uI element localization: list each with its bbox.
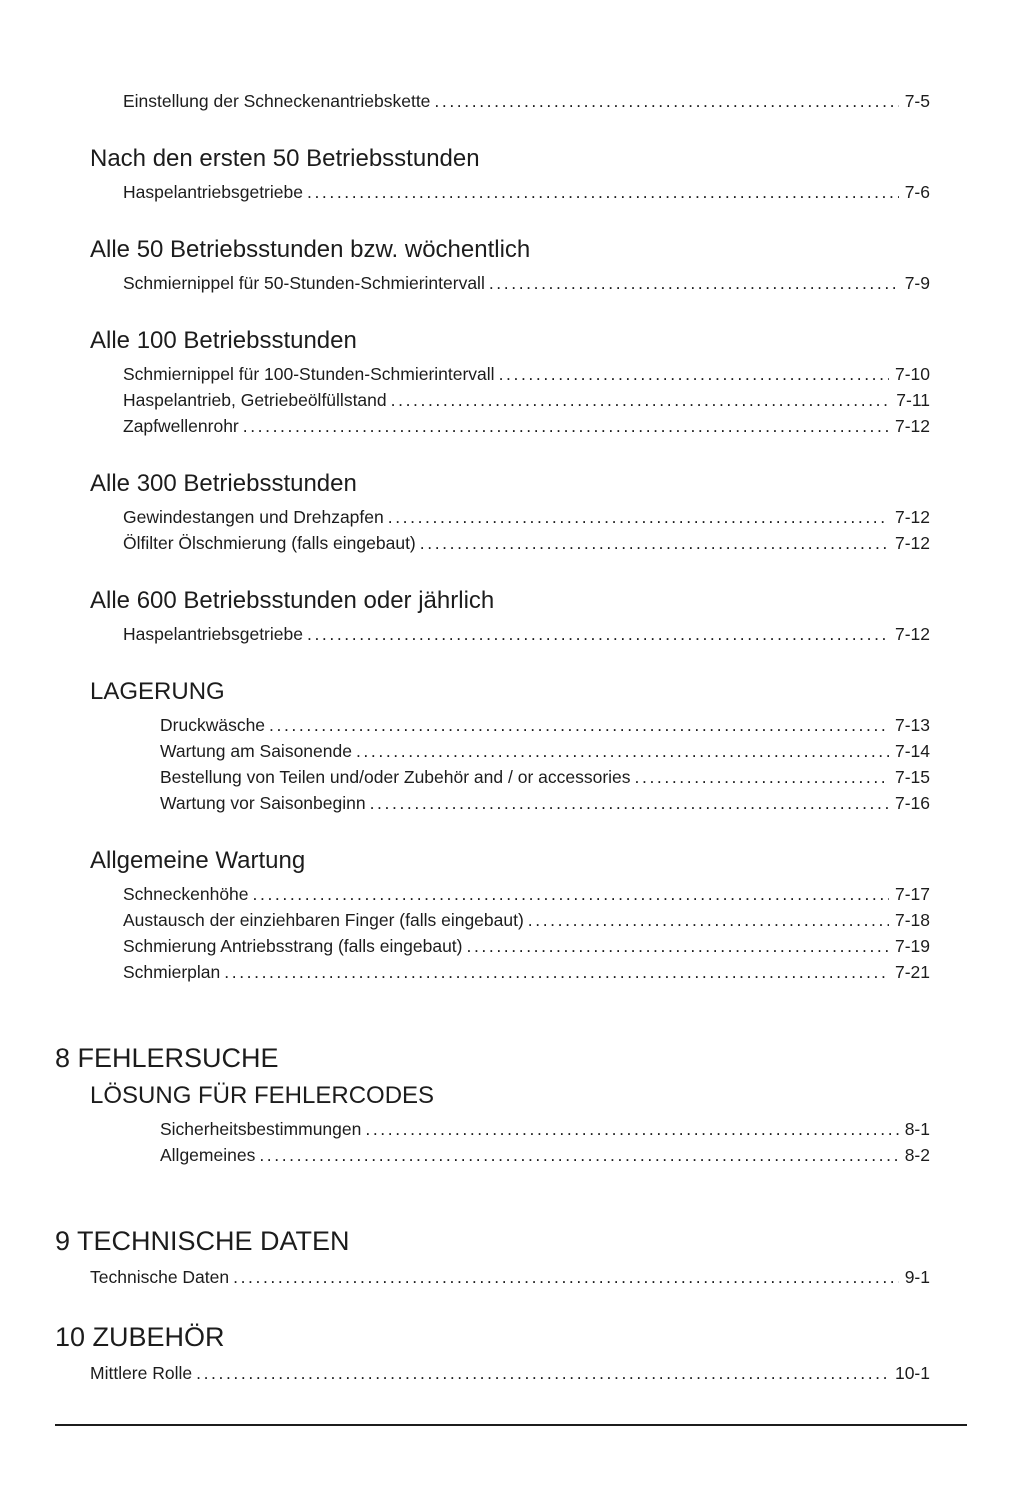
- toc-entry-page: 7-9: [904, 273, 930, 293]
- toc-entry: [55, 907, 930, 933]
- toc-entry-page: 7-13: [894, 715, 930, 735]
- toc-entry-page: 7-6: [904, 182, 930, 202]
- dot-leader: [635, 764, 889, 790]
- toc-chapter: [55, 1320, 930, 1386]
- toc-entry-page: 9-1: [904, 1267, 930, 1287]
- dot-leader: [499, 361, 889, 387]
- section-heading: LAGERUNG: [90, 678, 225, 705]
- toc-entry-label: Allgemeines: [160, 1145, 256, 1165]
- toc-section: [55, 235, 930, 296]
- toc-entry-label: Gewindestangen und Drehzapfen: [123, 507, 384, 527]
- toc-entry: [55, 959, 930, 985]
- dot-leader: [269, 712, 889, 738]
- toc-entry: [55, 270, 930, 296]
- toc-entry: [55, 387, 930, 413]
- toc-entry-label: Wartung vor Saisonbeginn: [160, 793, 366, 813]
- toc-chapter: [55, 1224, 930, 1290]
- toc-entry-label: Schmiernippel für 50-Stunden-Schmierintervall: [123, 273, 485, 293]
- toc-entry-label: Schmierplan: [123, 962, 221, 982]
- dot-leader: [434, 88, 898, 114]
- toc-entry-label: Haspelantriebsgetriebe: [123, 624, 303, 644]
- dot-leader: [259, 1142, 898, 1168]
- toc-entry-page: 7-10: [894, 364, 930, 384]
- section-heading: Alle 100 Betriebsstunden: [90, 327, 357, 354]
- toc-entry: [55, 1360, 930, 1386]
- toc-entry-page: 7-14: [894, 741, 930, 761]
- section-heading: Alle 600 Betriebsstunden oder jährlich: [90, 587, 495, 614]
- toc-entry: [55, 1116, 930, 1142]
- toc-entry-page: 7-5: [904, 91, 930, 111]
- toc-entry-page: 7-16: [894, 793, 930, 813]
- toc-entry-page: 7-19: [894, 936, 930, 956]
- section-heading: Nach den ersten 50 Betriebsstunden: [90, 145, 480, 172]
- toc-entry-label: Zapfwellenrohr: [123, 416, 239, 436]
- toc-entry-label: Druckwäsche: [160, 715, 266, 735]
- toc-entry-page: 8-2: [904, 1145, 930, 1165]
- toc-entry: [55, 764, 930, 790]
- dot-leader: [370, 790, 889, 816]
- toc-entry: [55, 413, 930, 439]
- dot-leader: [253, 881, 889, 907]
- toc-entry: [55, 1264, 930, 1290]
- chapter-heading: 9 TECHNISCHE DATEN: [55, 1226, 350, 1256]
- toc-entry: [55, 530, 930, 556]
- toc-entry-label: Haspelantrieb, Getriebeölfüllstand: [123, 390, 387, 410]
- dot-leader: [233, 1264, 899, 1290]
- section-heading: LÖSUNG FÜR FEHLERCODES: [90, 1082, 435, 1109]
- toc-entry: [55, 361, 930, 387]
- dot-leader: [365, 1116, 898, 1142]
- dot-leader: [224, 959, 889, 985]
- toc-section: [55, 846, 930, 985]
- chapter-heading: 10 ZUBEHÖR: [55, 1322, 225, 1352]
- toc-entry-page: 7-18: [894, 910, 930, 930]
- dot-leader: [528, 907, 889, 933]
- dot-leader: [388, 504, 889, 530]
- toc-entry: [55, 881, 930, 907]
- toc-entry-page: 7-15: [894, 767, 930, 787]
- toc-entry-page: 8-1: [904, 1119, 930, 1139]
- toc-entry: [55, 621, 930, 647]
- toc-entry: [55, 712, 930, 738]
- toc-entry: [55, 88, 930, 114]
- toc-entry-label: Technische Daten: [90, 1267, 230, 1287]
- toc-entry: [55, 933, 930, 959]
- dot-leader: [467, 933, 889, 959]
- toc-entry-page: 7-21: [894, 962, 930, 982]
- chapter-heading: 8 FEHLERSUCHE: [55, 1043, 279, 1073]
- dot-leader: [196, 1360, 889, 1386]
- toc-section: [55, 586, 930, 647]
- toc-entry-label: Schneckenhöhe: [123, 884, 249, 904]
- toc-section: [55, 326, 930, 439]
- toc-entry-label: Sicherheitsbestimmungen: [160, 1119, 362, 1139]
- toc-section: [55, 677, 930, 816]
- toc-entry-label: Haspelantriebsgetriebe: [123, 182, 303, 202]
- toc-entry-page: 7-11: [896, 390, 930, 410]
- dot-leader: [243, 413, 889, 439]
- toc-entry-label: Einstellung der Schneckenantriebskette: [123, 91, 431, 111]
- toc-entry-page: 7-12: [894, 507, 930, 527]
- toc-entry-page: 7-12: [894, 624, 930, 644]
- toc-entry-label: Bestellung von Teilen und/oder Zubehör and / or accessories: [160, 767, 631, 787]
- dot-leader: [489, 270, 899, 296]
- toc-entry: [55, 1142, 930, 1168]
- toc-entry: [55, 504, 930, 530]
- toc-entry-page: 10-1: [894, 1363, 930, 1383]
- dot-leader: [356, 738, 889, 764]
- toc-entry-page: 7-12: [894, 533, 930, 553]
- toc-section: [55, 144, 930, 205]
- toc-section: [55, 469, 930, 556]
- dot-leader: [307, 179, 899, 205]
- toc-entry-label: Ölfilter Ölschmierung (falls eingebaut): [123, 533, 416, 553]
- toc-entry: [55, 738, 930, 764]
- section-heading: Alle 300 Betriebsstunden: [90, 470, 357, 497]
- toc-entry-page: 7-12: [894, 416, 930, 436]
- dot-leader: [307, 621, 889, 647]
- toc-entry-label: Wartung am Saisonende: [160, 741, 352, 761]
- section-heading: Allgemeine Wartung: [90, 847, 306, 874]
- toc-entry-label: Austausch der einziehbaren Finger (falls eingebaut): [123, 910, 524, 930]
- toc-entry-page: 7-17: [894, 884, 930, 904]
- toc-entry-label: Mittlere Rolle: [90, 1363, 193, 1383]
- section-heading: Alle 50 Betriebsstunden bzw. wöchentlich: [90, 236, 531, 263]
- dot-leader: [420, 530, 889, 556]
- dot-leader: [391, 387, 891, 413]
- toc-chapter: [55, 1041, 930, 1168]
- toc-entry: [55, 179, 930, 205]
- toc-entry: [55, 790, 930, 816]
- bottom-rule: [55, 1424, 967, 1426]
- toc-entry-label: Schmierung Antriebsstrang (falls eingebaut): [123, 936, 463, 956]
- toc-entry-label: Schmiernippel für 100-Stunden-Schmierintervall: [123, 364, 495, 384]
- toc-section: [55, 88, 930, 114]
